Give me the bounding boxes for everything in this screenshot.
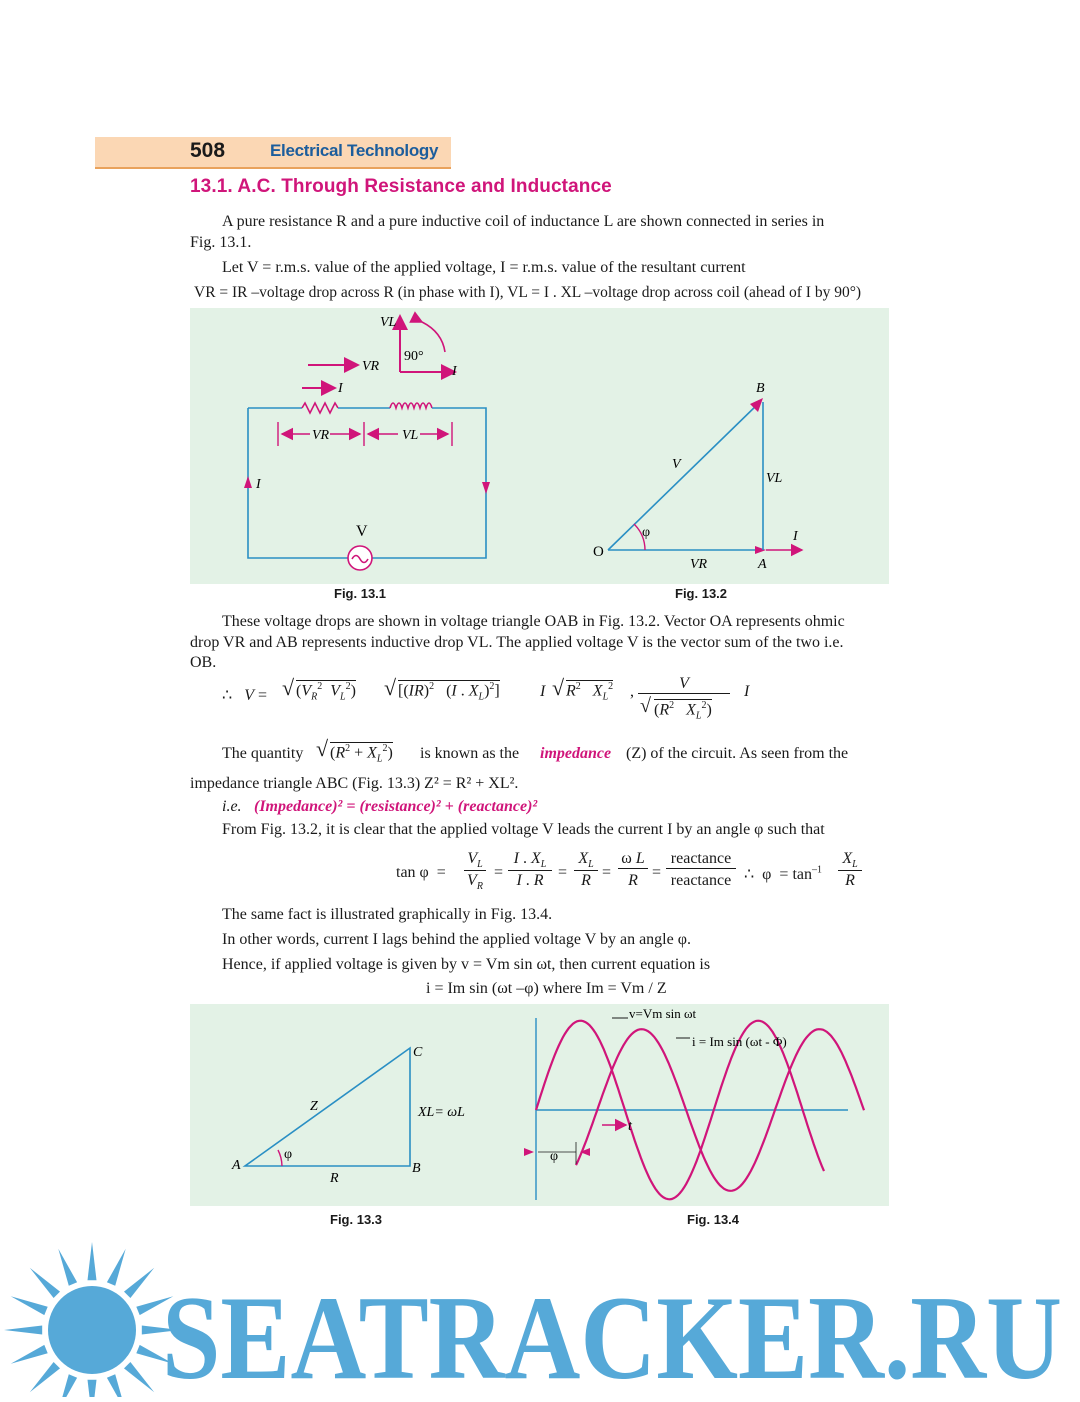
resistor bbox=[302, 403, 338, 413]
sun-ray bbox=[107, 1374, 126, 1397]
fig3-z-label: Z bbox=[310, 1099, 318, 1114]
paragraph-5-line-1c: (Z) of the circuit. As seen from the bbox=[626, 745, 849, 762]
impedance-term: impedance bbox=[540, 745, 612, 762]
fig3-phi-label: φ bbox=[284, 1147, 293, 1162]
inductor bbox=[390, 403, 432, 408]
caption-fig-13-3: Fig. 13.3 bbox=[330, 1212, 383, 1227]
fig4-v-label: v=Vm sin ωt bbox=[629, 1006, 697, 1021]
caption-fig-13-1: Fig. 13.1 bbox=[334, 586, 387, 601]
paragraph-2: Let V = r.m.s. value of the applied voltage, I = r.m.s. value of the resultant current bbox=[222, 259, 746, 276]
rotation-arrow bbox=[422, 322, 445, 352]
sun-ray bbox=[11, 1296, 48, 1315]
equation-tan-phi: tan φ = $V_L$ $V_R$ = I . $X_L$ I . R = $X_L$ R = ω L R = reactance reactance ∴ $\varphi = \tan^{-1}$ $X_L$ R bbox=[396, 850, 876, 896]
paragraph-11: i = Im sin (ωt –φ) where Im = Vm / Z bbox=[426, 980, 667, 997]
page-number: 508 bbox=[190, 139, 226, 162]
fig1-angle-label: 90° bbox=[404, 349, 424, 364]
fig2-v-label: V bbox=[672, 457, 681, 472]
fig4-i-label: i = Im sin (ωt - Φ) bbox=[692, 1034, 787, 1049]
impedance-identity: (Impedance)² = (resistance)² + (reactance)² bbox=[254, 798, 538, 815]
paragraph-6-prefix: i.e. bbox=[222, 798, 242, 815]
fig1-vl-label: VL bbox=[380, 315, 397, 330]
fig1-i-left-label: I bbox=[256, 477, 261, 492]
fig2-i-label: I bbox=[793, 529, 798, 544]
paragraph-5-line-2: impedance triangle ABC (Fig. 13.3) Z² = R² + XL². bbox=[190, 775, 519, 792]
fig1-v-label: V bbox=[356, 523, 368, 540]
section-title: 13.1. A.C. Through Resistance and Inductance bbox=[190, 176, 612, 197]
sun-ray bbox=[11, 1345, 48, 1364]
paragraph-5-line-1a: The quantity bbox=[222, 745, 304, 762]
sun-ray bbox=[58, 1249, 77, 1286]
equation-v: ∴ V = √ ($V_R^2$ $V_L^2$) √ [(IR)$^2$ (I . $X_L)^2$] I √ $R^2$ $X_L^2$ , V √ ($R^2$ $X_L^2$) I bbox=[222, 675, 750, 722]
fig3-b-label: B bbox=[412, 1161, 421, 1176]
figure-panel-top bbox=[190, 308, 889, 584]
paragraph-1-line-1: A pure resistance R and a pure inductive coil of inductance L are shown connected in series in bbox=[222, 213, 825, 230]
sun-ray bbox=[88, 1242, 97, 1280]
fig1-i-top-label: I bbox=[338, 381, 343, 396]
paragraph-4-line-1: These voltage drops are shown in voltage triangle OAB in Fig. 13.2. Vector OA represents ohmic bbox=[222, 613, 845, 630]
paragraph-5-line-1b: is known as the bbox=[420, 745, 520, 762]
paragraph-3: VR = IR –voltage drop across R (in phase with I), VL = I . XL –voltage drop across coil (ahead of I by 90°) bbox=[194, 284, 862, 301]
fig4-phi-label: φ bbox=[550, 1149, 559, 1164]
sun-ray bbox=[30, 1362, 60, 1392]
sun-logo-icon bbox=[4, 1242, 180, 1397]
fig3-r-label: R bbox=[330, 1171, 339, 1186]
figure-13-3-and-13-4 bbox=[190, 1004, 889, 1206]
sun-ray bbox=[124, 1362, 154, 1392]
sun-ray bbox=[107, 1249, 126, 1286]
watermark-text: SEATRACKER.RU bbox=[162, 1271, 1062, 1397]
paragraph-8: The same fact is illustrated graphically in Fig. 13.4. bbox=[222, 906, 553, 923]
fig3-xl-label: XL= ωL bbox=[418, 1105, 465, 1120]
fig1-vl-dim-label: VL bbox=[402, 428, 419, 443]
paragraph-7: From Fig. 13.2, it is clear that the applied voltage V leads the current I by an angle φ such that bbox=[222, 821, 825, 838]
watermark bbox=[0, 1238, 1080, 1397]
sun-ray bbox=[88, 1380, 97, 1397]
vector-ob bbox=[608, 402, 760, 550]
paragraph-4-line-3: OB. bbox=[190, 654, 217, 671]
fig2-b-label: B bbox=[756, 381, 765, 396]
paragraph-4-line-2: drop VR and AB represents inductive drop VL. The applied voltage V is the vector sum of the two i.e. bbox=[190, 634, 844, 651]
sun-ray bbox=[124, 1268, 154, 1298]
fig1-vr-dim-label: VR bbox=[312, 428, 330, 443]
fig1-vr-top-label: VR bbox=[362, 359, 380, 374]
fig2-vl-label: VL bbox=[766, 471, 783, 486]
impedance-triangle bbox=[245, 1048, 410, 1166]
fig2-o-label: O bbox=[593, 544, 604, 560]
paragraph-9: In other words, current I lags behind the applied voltage V by an angle φ. bbox=[222, 931, 691, 948]
paragraph-10: Hence, if applied voltage is given by v = Vm sin ωt, then current equation is bbox=[222, 956, 711, 973]
fig3-c-label: C bbox=[413, 1045, 423, 1060]
fig2-vr-label: VR bbox=[690, 557, 708, 572]
impedance-sqrt-expression: √ $(R^2 + X_L^2)$ bbox=[316, 736, 393, 765]
figure-13-1-and-13-2 bbox=[190, 308, 889, 584]
paragraph-1-line-2: Fig. 13.1. bbox=[190, 234, 252, 251]
figure-panel-bottom bbox=[190, 1004, 889, 1206]
caption-fig-13-2: Fig. 13.2 bbox=[675, 586, 728, 601]
watermark-graphic bbox=[0, 1238, 1080, 1397]
fig2-phi-label: φ bbox=[642, 525, 651, 540]
fig2-a-label: A bbox=[758, 557, 767, 572]
caption-fig-13-4: Fig. 13.4 bbox=[687, 1212, 740, 1227]
sun-ray bbox=[30, 1268, 60, 1298]
sun-ray bbox=[4, 1326, 42, 1335]
sun-ray bbox=[58, 1374, 77, 1397]
fig3-a-label: A bbox=[232, 1158, 241, 1173]
running-title: Electrical Technology bbox=[270, 141, 439, 160]
fig1-phasor-i-label: I bbox=[452, 364, 457, 379]
fig4-t-label: t bbox=[628, 1119, 632, 1134]
